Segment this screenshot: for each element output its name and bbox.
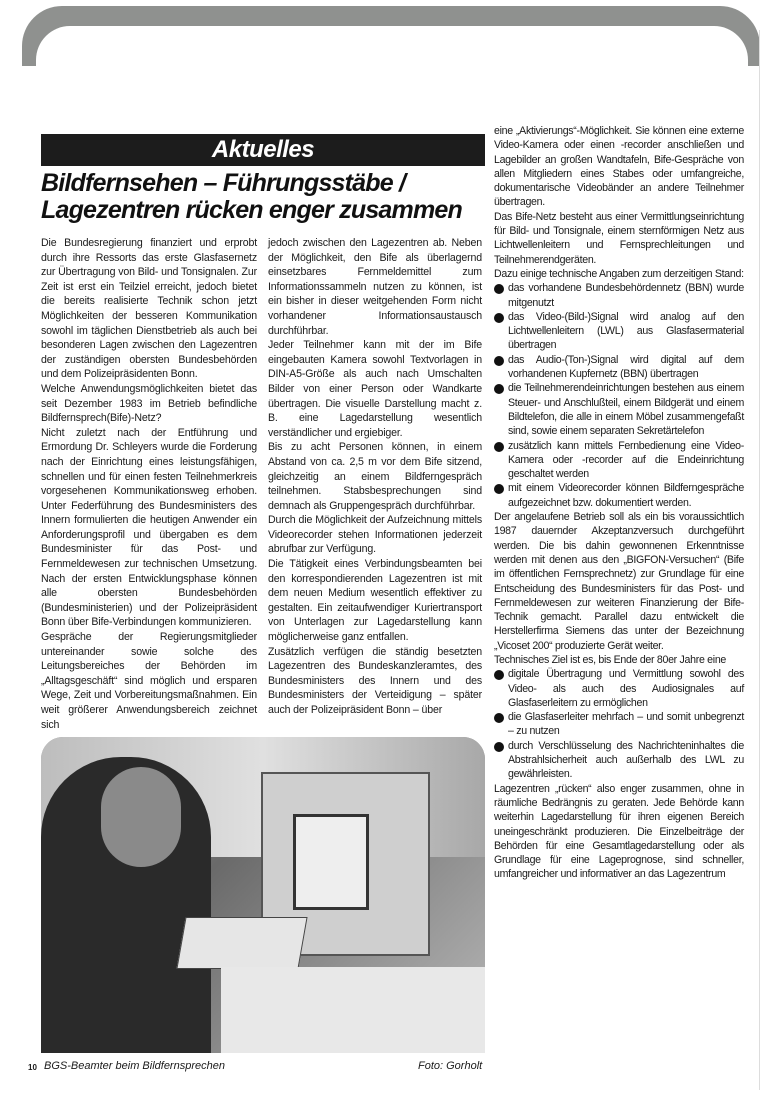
header-inner [36, 26, 748, 106]
list-item-text: zusätzlich kann mittels Fernbedienung eine Video-Kamera oder -recorder auf die Endeinrichtung geschaltet werden [508, 439, 744, 481]
list-item [494, 281, 744, 310]
photo-telephone [176, 917, 307, 969]
bullet-icon [494, 384, 504, 394]
article-headline [41, 170, 491, 224]
list-item [494, 481, 744, 510]
paragraph: Der angelaufene Betrieb soll als ein bis voraussichtlich 1987 dauernder Akzeptanzversuch durchgeführt werden. Die bis dahin gewonnenen Erkenntnisse werden mit denen aus den „BIGFON-Versuchen“ (Bife im öffentlichen Fernsprechnetz) zur Grundlage für eine Entscheidung des Bundesministers für das Post- und Fernmeldewesen zur weiteren Finanzierung der Bife-Technik gemacht. Parallel dazu entwickelt die Herstellerfirma Siemens das unter der Bezeichnung „Vicoset 200“ produzierte Gerät weiter. [494, 511, 744, 652]
paragraph: Durch die Möglichkeit der Aufzeichnung mittels Videorecorder stehen Informationen jederzeit abrufbar zur Verfügung. [268, 514, 482, 556]
paragraph: jedoch zwischen den Lagezentren ab. Neben der Möglichkeit, den Bife als überlagernd einsetzbares Fernmeldemittel zum Informationssammeln nutzen zu können, ist ein bisher in dieser weitgehenden Form nicht vorhandener Informationsaustausch durchführbar. [268, 237, 482, 337]
list-item [494, 310, 744, 353]
article-photo [41, 737, 485, 1053]
photo-desk [221, 967, 485, 1053]
paragraph: Nicht zuletzt nach der Entführung und Ermordung Dr. Schleyers wurde die Forderung nach der Einrichtung eines leistungsfähigen, schnellen und für einen festen Teilnehmerkreis vorgesehenen Kommunikationsweg erhoben. Unter Federführung des Bundesministers des Innern formulierten die heutigen Anwender ein Anforderungsprofil und übergaben es dem Bundesminister für das Post- und Fernmeldewesen zur technischen Umsetzung. Nach der ersten Entwicklungsphase können alle obersten Bundesbehörden (Bundesministerien) und der Polizeipräsident Bonn über Bife-Verbindungen kommunizieren. [41, 426, 257, 629]
paragraph: Technisches Ziel ist es, bis Ende der 80er Jahre eine [494, 653, 727, 666]
paragraph: Gespräche der Regierungsmitglieder untereinander sowie solche des Leitungsbereiches der Behörden im „Alltagsgeschäft“ sind möglich und ersparen Wege, Zeit und Vorbereitungsmaßnahmen. Ein weit größerer Anwendungsbereich zeichnet sich [41, 631, 257, 731]
headline-line-1: Bildfernsehen – Führungsstäbe / [41, 169, 406, 197]
section-label: Aktuelles [41, 134, 485, 166]
paragraph: Welche Anwendungsmöglichkeiten bietet das seit Dezember 1983 im Betrieb befindliche Bildfernsprech(Bife)-Netz? [41, 382, 257, 425]
list-item-text: digitale Übertragung und Vermittlung sowohl des Video- als auch des Audiosignales auf Glasfaserleitern zu ermöglichen [508, 668, 744, 709]
photo-screen [293, 814, 369, 910]
column-1 [41, 236, 257, 732]
list-item [494, 739, 744, 782]
photo-caption: BGS-Beamter beim Bildfernsprechen [44, 1060, 225, 1072]
list-item-text: mit einem Videorecorder können Bildferngespräche aufgezeichnet bzw. dokumentiert werden. [508, 482, 744, 509]
bullet-icon [494, 670, 504, 680]
page-number: 10 [28, 1063, 37, 1072]
list-item [494, 710, 744, 739]
bullet-icon [494, 442, 504, 452]
bullet-icon [494, 313, 504, 323]
bullet-icon [494, 356, 504, 366]
photo-officer-face [101, 767, 181, 867]
list-item-text: die Teilnehmerendeinrichtungen bestehen aus einem Steuer- und Anschlußteil, einem Bildgerät und einem Bildtelefon, die alle in einem Möbel zusammengefaßt sind, sowie einem separaten Sekretärtelefon [508, 382, 744, 438]
paragraph: Die Bundesregierung finanziert und erprobt durch ihre Ressorts das erste Glasfasernetz zur Übertragung von Bild- und Tonsignalen. Zur Zeit ist erst ein Teilziel erreicht, jedoch bietet die bereits realisierte Technik schon jetzt Möglichkeiten der besseren Kommunikation sowohl im täglichen Dienstbetrieb als auch bei besonderen Lagen zwischen den Lagezentren der zuständigen obersten Bundesbehörden und dem Polizeipräsidenten Bonn. [41, 237, 257, 381]
list-item-text: das Audio-(Ton-)Signal wird digital auf dem vorhandenen Kupfernetz (BBN) übertragen [508, 353, 744, 381]
list-item-text: durch Verschlüsselung des Nachrichteninhaltes die Abstrahlsicherheit auch außerhalb des LWL zu gewährleisten. [508, 739, 744, 781]
list-item-text: das Video-(Bild-)Signal wird analog auf den Lichtwellenleitern (LWL) aus Glasfasermaterial übertragen [508, 310, 744, 352]
paragraph: eine „Aktivierungs“-Möglichkeit. Sie können eine externe Video-Kamera oder einen -recorder anschließen und Lagebilder an großen Wandtafeln, Bife-Gespräche von allen Mitgliedern eines Stabes oder umfangreiche, dokumentarische Videobänder an andere Teilnehmer übertragen. [494, 125, 744, 209]
paragraph: Bis zu acht Personen können, in einem Abstand von ca. 2,5 m vor dem Bife sitzend, gleichzeitig an einem Bildferngespräch teilnehmen. Stabsbesprechungen sind demnach als Gruppengespräch durchführbar. [268, 441, 482, 512]
page-edge [759, 30, 760, 1090]
tech-specs-list [494, 281, 744, 510]
bullet-icon [494, 284, 504, 294]
column-2 [268, 236, 482, 718]
photo-officer [41, 757, 211, 1053]
paragraph: Jeder Teilnehmer kann mit der im Bife eingebauten Kamera sowohl Textvorlagen in DIN-A5-Größe als auch nach Umschalten Bilder von einer Person oder Wandkarte übertragen. Die visuelle Darstellung macht z. B. eine Lagedarstellung wesentlich verständlicher und ergiebiger. [268, 339, 482, 439]
list-item [494, 353, 744, 382]
paragraph: Lagezentren „rücken“ also enger zusammen, ohne in räumliche Bedrängnis zu geraten. Jede Behörde kann weiterhin Lagedarstellung für ihren eigenen Bereich uneingeschränkt produzieren. Die Einzelbeiträge der Behörden für eine Gesamtlagedarstellung oder als Grundlage für eine Lageprognose, sind schneller, umfangreicher und informativer an das Lagezentrum [494, 782, 744, 881]
headline-line-2: Lagezentren rücken enger zusammen [41, 196, 462, 224]
bullet-icon [494, 484, 504, 494]
goals-list [494, 667, 744, 781]
paragraph: Dazu einige technische Angaben zum derzeitigen Stand: [494, 267, 744, 280]
list-item [494, 381, 744, 438]
list-item-text: das vorhandene Bundesbehördennetz (BBN) wurde mitgenutzt [508, 282, 744, 309]
list-item [494, 667, 744, 710]
column-3 [494, 124, 744, 882]
bullet-icon [494, 713, 504, 723]
list-item-text: die Glasfaserleiter mehrfach – und somit unbegrenzt – zu nutzen [508, 711, 744, 738]
bullet-icon [494, 742, 504, 752]
paragraph: Die Tätigkeit eines Verbindungsbeamten bei den korrespondierenden Lagezentren ist mit dem neuen Medium wesentlich effektiver zu gestalten. Ein zeitaufwendiger Kuriertransport von Unterlagen zur Lagedarstellung kann möglicherweise ganz entfallen. [268, 558, 482, 644]
paragraph: Das Bife-Netz besteht aus einer Vermittlungseinrichtung für Bild- und Tonsignale, einem sternförmigen Netz aus Lichtwellenleitern und Fernsprechleitungen und Teilnehmerendgeräten. [494, 210, 744, 266]
paragraph: Zusätzlich verfügen die ständig besetzten Lagezentren des Bundeskanzleramtes, des Bundesministers des Innern und des Bundesministers der Verteidigung – später auch der Polizeipräsident Bonn – über [268, 645, 482, 716]
photo-credit: Foto: Gorholt [418, 1060, 483, 1072]
list-item [494, 439, 744, 482]
